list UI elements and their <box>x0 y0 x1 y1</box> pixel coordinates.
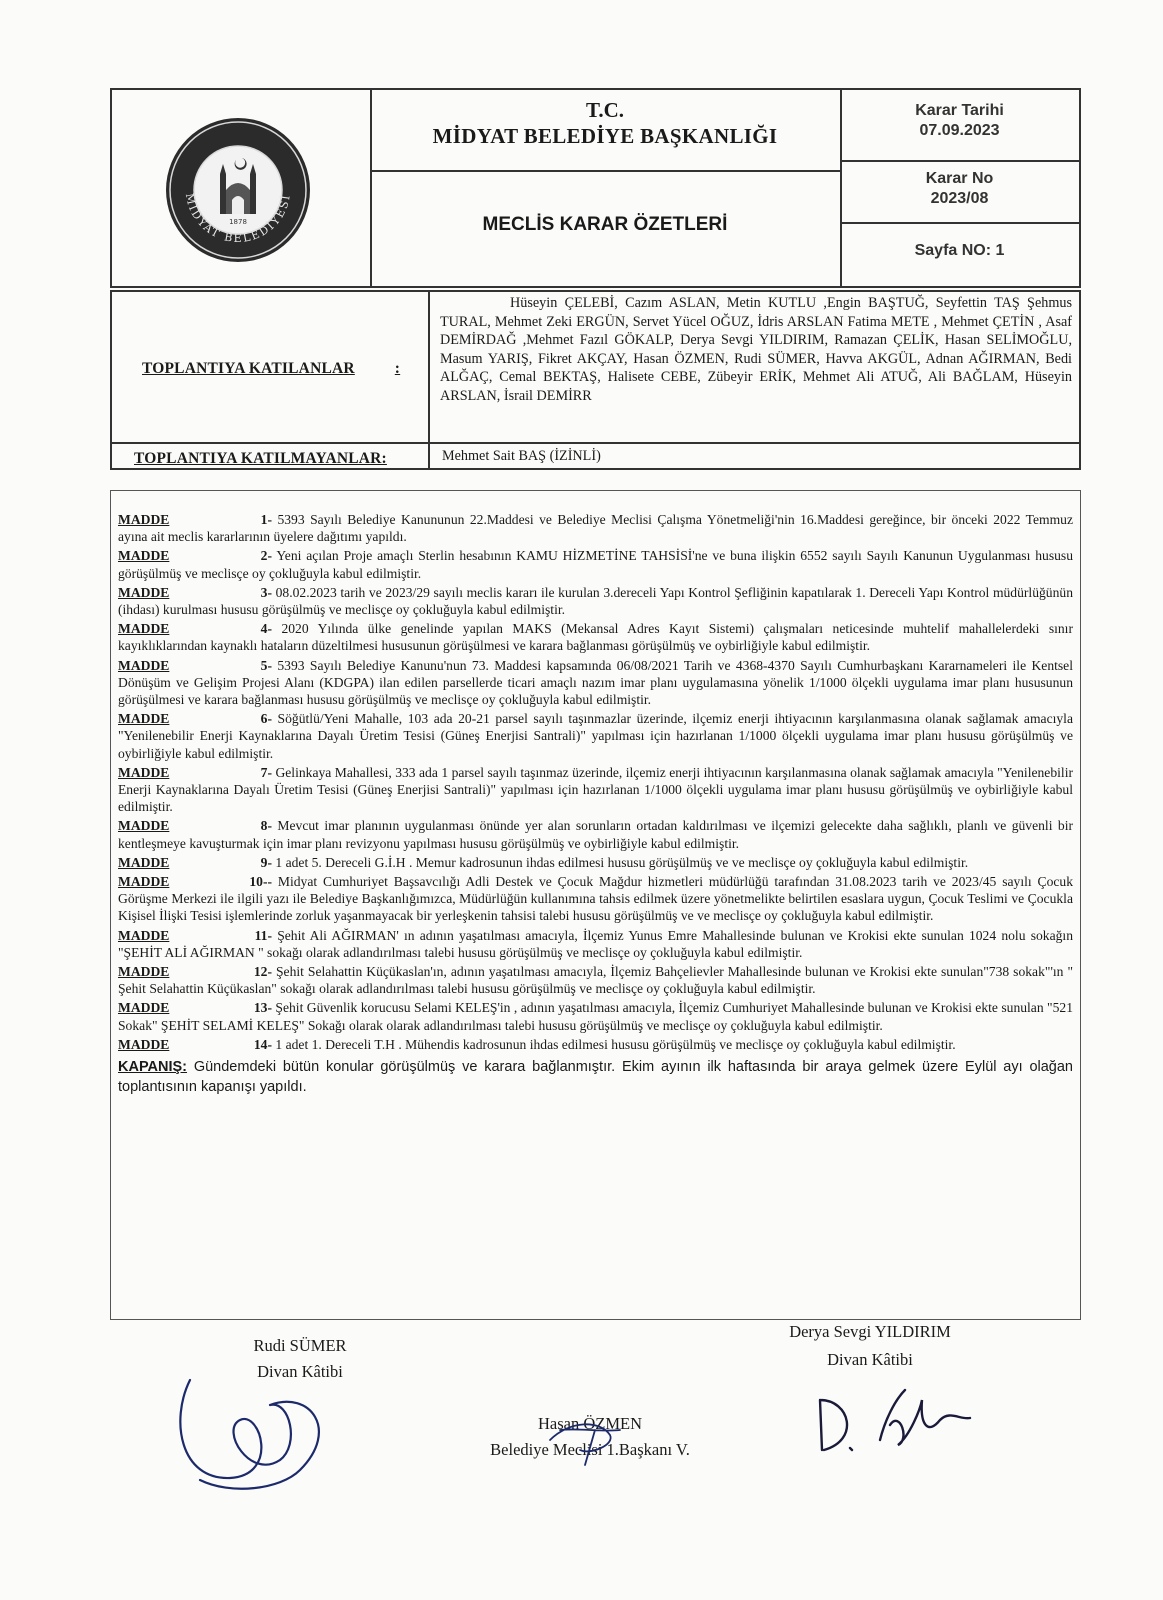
article-text: 2020 Yılında ülke genelinde yapılan MAKS (Mekansal Adres Kayıt Sistemi) çalışmaları neticesinde muhtelif mahallelerdeki sınır kayıklıklarından kaynaklı hataların düzeltilmesi hususunun görüşülmesi ve karara bağlanması görüşülmüş ve oybirliğiyle kabul edilmiştir. <box>118 621 1073 654</box>
attendance-table <box>110 290 1081 470</box>
right-signatory-name: Derya Sevgi YILDIRIM <box>789 1322 951 1341</box>
article-item <box>118 817 1073 851</box>
title-cell <box>370 90 842 286</box>
right-handwritten-signature <box>810 1380 980 1460</box>
article-text: 5393 Sayılı Belediye Kanununun 22.Maddesi ve Belediye Meclisi Çalışma Yönetmeliği'nin 16.Maddesi gereğince, bir önceki 2022 Temmuz ayına ait meclis kararlarının üyelere dağıtımı yapıldı. <box>118 512 1073 545</box>
right-signatory-title: Divan Kâtibi <box>827 1350 913 1369</box>
article-label: MADDE 1- <box>118 512 272 527</box>
article-item <box>118 584 1073 618</box>
article-label: MADDE 12- <box>118 964 272 980</box>
logo-cell <box>112 90 372 286</box>
articles-box <box>110 490 1081 1320</box>
article-item <box>118 854 1073 871</box>
article-label: MADDE 14- <box>118 1036 272 1052</box>
right-signatory <box>760 1322 980 1370</box>
article-text: 08.02.2023 tarih ve 2023/29 sayılı meclis kararı ile kurulan 3.dereceli Yapı Kontrol Şefliğinin kapatılarak 1. Dereceli Yapı Kontrol müdürlüğünün (ihdası) kurulması hususu görüşülmüş ve meclisçe oy çokluğuyla kabul edilmiştir. <box>118 584 1073 618</box>
article-label: MADDE 6- <box>118 711 272 727</box>
header-divider <box>370 170 840 172</box>
article-label: MADDE 4- <box>118 621 272 637</box>
article-text: Midyat Cumhuriyet Başsavcılığı Adli Destek ve Çocuk Mağdur hizmetleri müdürlüğü tarafından 31.08.2023 tarih ve 2023/45 sayılı Çocuk Görüşme Merkezi ile ilgili yazı ile Belediye Başkanlığımızca, Müdürlüğün kullanımına tahsis edilmek üzere yönetmelikte belirtilen esaslara uygun, Çocuk Teslimi ve Çocukla Kişisel İlişki Tesisi işlemlerinde zorluk yaşanmayacak bir yerleşkenin tahsisi talebi hususu görüşülmüş ve ve meclisçe oy çokluğuyla kabul edilmiştir. <box>118 874 1073 924</box>
closing-text: Gündemdeki bütün konular görüşülmüş ve karara bağlanmıştır. Ekim ayının ilk haftasında bir araya gelmek üzere Eylül ayı olağan toplantısının kapanışı yapıldı. <box>118 1059 1073 1096</box>
center-handwritten-signature <box>540 1400 630 1470</box>
present-label: TOPLANTIYA KATILANLAR : <box>142 360 401 377</box>
article-label: MADDE 11- <box>118 927 272 943</box>
karar-no-box <box>840 160 1079 224</box>
article-label: MADDE 5- <box>118 657 272 673</box>
svg-text:1878: 1878 <box>229 218 247 226</box>
absent-names: Mehmet Sait BAŞ (İZİNLİ) <box>442 448 601 464</box>
article-text: Şehit Selahattin Küçükaslan'ın, adının yaşatılması amacıyla, İlçemiz Bahçelievler Mahallesinde bulunan ve Krokisi ekte sunulan"738 sokak"'ın " Şehit Selahattin Küçükaslan" sokağı olarak adlandırılması talebi hususu görüşülmüş ve meclisçe oy çokluğuyla kabul edilmiştir. <box>118 964 1073 997</box>
article-label: MADDE 13- <box>118 1000 272 1016</box>
sayfa-no: Sayfa NO: 1 <box>914 242 1005 259</box>
article-label: MADDE 2- <box>118 548 272 564</box>
karar-no-label: Karar No <box>925 170 994 187</box>
article-text: Yeni açılan Proje amaçlı Sterlin hesabının KAMU HİZMETİNE TAHSİSİ'ne ve buna ilişkin 6552 sayılı Sayılı Kanunun Uygulanması hususu görüşülmüş ve meclisçe oy çokluğuyla kabul edilmiştir. <box>118 548 1073 581</box>
article-text: Şehit Güvenlik korucusu Selami KELEŞ'in , adının yaşatılması amacıyla, İlçemiz Cumhuriyet Mahallesinde bulunan ve Krokisi ekte sunulan "521 Sokak" ŞEHİT SELAMİ KELEŞ" Sokağı olarak olarak adlandırılması talebi hususu görüşülmüş ve meclisçe oy çokluğuyla kabul edilmiştir. <box>118 1000 1073 1033</box>
center-signatory-title: Belediye Meclisi 1.Başkanı V. <box>490 1440 690 1459</box>
article-item <box>118 1036 1073 1053</box>
article-text: 1 adet 1. Dereceli T.H . Mühendis kadrosunun ihdas edilmesi hususu görüşülmüş ve meclisçe oy çokluğuyla kabul edilmiştir. <box>272 1036 956 1052</box>
sayfa-no-box <box>840 222 1079 286</box>
left-signatory-name: Rudi SÜMER <box>253 1336 347 1355</box>
left-signatory-title: Divan Kâtibi <box>257 1362 343 1381</box>
article-item <box>118 547 1073 581</box>
article-label: MADDE 7- <box>118 764 272 780</box>
article-item <box>118 511 1073 545</box>
article-text: Şehit Ali AĞIRMAN' ın adının yaşatılması amacıyla, İlçemiz Yunus Emre Mahallesinde bulunan ve Krokisi ekte sunulan 1024 nolu sokağın "ŞEHİT ALİ AĞIRMAN " sokağı olarak adlandırılması talebi hususu görüşülmüş ve meclisçe oy çokluğuyla kabul edilmiştir. <box>118 927 1073 960</box>
article-item <box>118 764 1073 816</box>
article-item <box>118 927 1073 961</box>
present-names: Hüseyin ÇELEBİ, Cazım ASLAN, Metin KUTLU ,Engin BAŞTUĞ, Seyfettin TAŞ Şehmus TURAL, Mehmet Zeki ERGÜN, Servet Yücel OĞUZ, İdris ARSLAN Fatima METE , Mehmet ÇETİN , Asaf DEMİRDAĞ ,Mehmet Fazıl GÖKALP, Derya Sevgi YILDIRIM, Ramazan ÇELİK, Hasan SELİMOĞLU, Masum YARIŞ, Fikret AKÇAY, Hasan ÖZMEN, Rudi SÜMER, Havva AKGÜL, Adnan AĞIRMAN, Bedi ALĞAÇ, Cemal BEKTAŞ, Halisete CEBE, Zübeyir ERİK, Mehmet Ali ATUĞ, Ali BAĞLAM, Hüseyin ARSLAN, İsrail DEMİRR <box>440 295 1072 404</box>
article-item <box>118 963 1073 997</box>
article-label: MADDE 10-- <box>118 874 272 890</box>
article-label: MADDE 3- <box>118 584 272 600</box>
article-text: Söğütlü/Yeni Mahalle, 103 ada 20-21 parsel sayılı taşınmazlar üzerinde, ilçemiz enerji ihtiyacının karşılanmasına olanak sağlamak amacıyla "Yenilenebilir Enerji Kaynaklarına Dayalı Üretim Tesisi (Güneş Enerjisi Santrali)" yapılması için hazırlanan 1/1000 ölçekli uygulama imar planı hususu görüşülmüş ve oybirliğiyle kabul edilmiştir. <box>118 711 1073 761</box>
article-item <box>118 873 1073 925</box>
closing-label: KAPANIŞ: <box>118 1059 188 1076</box>
article-item <box>118 999 1073 1033</box>
article-item <box>118 620 1073 654</box>
left-handwritten-signature <box>170 1360 350 1500</box>
karar-tarihi-value: 07.09.2023 <box>919 122 1000 139</box>
article-label: MADDE 8- <box>118 818 272 834</box>
karar-tarihi-label: Karar Tarihi <box>915 102 1004 119</box>
karar-no-value: 2023/08 <box>930 190 989 207</box>
municipality-seal-logo <box>164 116 312 264</box>
article-item <box>118 710 1073 762</box>
article-text: 1 adet 5. Dereceli G.İ.H . Memur kadrosunun ihdas edilmesi hususu görüşülmüş ve ve meclisçe oy çokluğuyla kabul edilmiştir. <box>272 854 969 870</box>
center-signatory-name: Hasan ÖZMEN <box>537 1414 643 1433</box>
article-text: Gelinkaya Mahallesi, 333 ada 1 parsel sayılı taşınmaz üzerinde, ilçemiz enerji ihtiyacının karşılanmasına olanak sağlamak amacıyla "Yenilenebilir Enerji Kaynaklarına Dayalı Üretim Tesisi (Güneş Enerjisi Santrali)" yapılması için hazırlanan 1/1000 ölçekli uygulama imar planı hususu görüşülmüş ve oybirliğiyle kabul edilmiştir. <box>118 764 1073 815</box>
articles-list <box>118 511 1073 1097</box>
article-text: 5393 Sayılı Belediye Kanunu'nun 73. Maddesi kapsamında 06/08/2021 Tarih ve 4368-4370 Sayılı Cumhurbaşkanı Kararnameleri ile Kentsel Dönüşüm ve Gelişim Projesi Alanı (KDGPA) ilan edilen parsellerde ticari amaçlı nazım imar planı uygulamasına yönelik 1/1000 ölçekli uygulama imar planı hususunun görüşülmesi ve karara bağlanması hususu görüşülmüş ve meclisçe oy çokluğuyla kabul edilmiştir. <box>118 657 1073 708</box>
absent-label: TOPLANTIYA KATILMAYANLAR: <box>134 450 387 467</box>
meta-cell <box>840 90 1079 286</box>
attendance-row-divider <box>112 442 1079 444</box>
closing-statement <box>118 1057 1073 1097</box>
header-table <box>110 88 1081 288</box>
article-item <box>118 657 1073 709</box>
karar-tarihi-box <box>840 90 1079 162</box>
tc-heading: T.C. <box>585 98 625 122</box>
document-title: MECLİS KARAR ÖZETLERİ <box>482 214 728 235</box>
institution-name: MİDYAT BELEDİYE BAŞKANLIĞI <box>432 124 778 148</box>
svg-text:MİDYAT BELEDİYESİ: MİDYAT BELEDİYESİ <box>182 192 293 246</box>
article-text: Mevcut imar planının uygulanması önünde yer alan sorunların ortadan kaldırılması ve ilçemizi gelecekte daha sağlıklı, planlı ve güvenli bir kentleşmeye kavuşturmak için imar planı revizyonu yapılması hususu görüşülmüş ve oybirliğiyle kabul edilmiştir. <box>118 818 1073 851</box>
article-label: MADDE 9- <box>118 854 272 870</box>
